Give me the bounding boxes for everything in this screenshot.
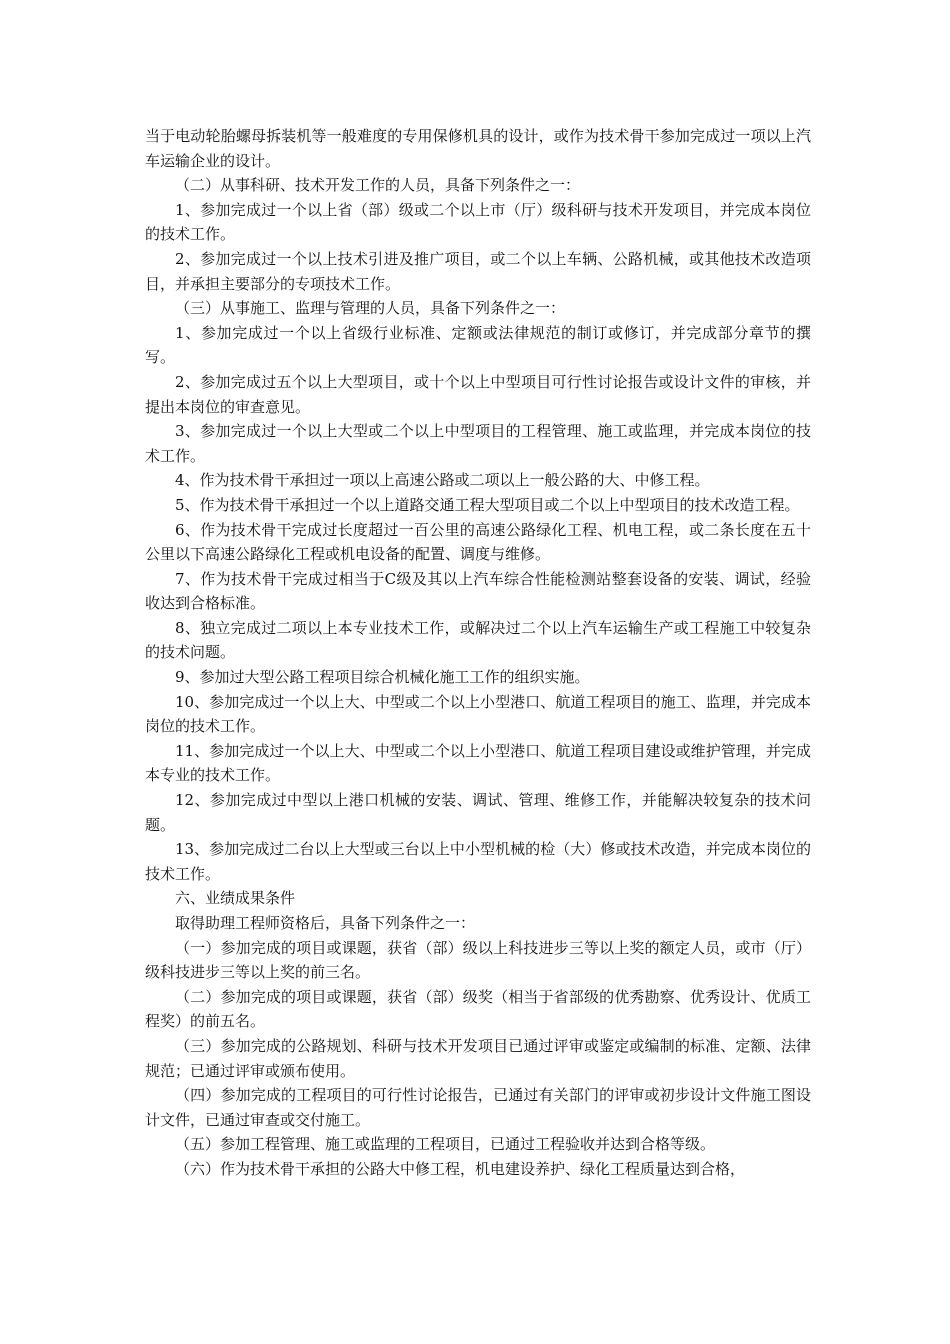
paragraph: 1、参加完成过一个以上省（部）级或二个以上市（厅）级科研与技术开发项目，并完成本岗位的技术工作。 [145, 200, 811, 244]
paragraph: 当于电动轮胎螺母拆装机等一般难度的专用保修机具的设计，或作为技术骨干参加完成过一项以上汽车运输企业的设计。 [145, 127, 811, 170]
paragraph: 2、参加完成过五个以上大型项目，或十个以上中型项目可行性讨论报告或设计文件的审核，并提出本岗位的审查意见。 [145, 372, 811, 416]
paragraph: 2、参加完成过一个以上技术引进及推广项目，或二个以上车辆、公路机械，或其他技术改造项目，并承担主要部分的专项技术工作。 [145, 249, 811, 293]
document-page [145, 124, 811, 1182]
paragraph: 7、作为技术骨干完成过相当于C级及其以上汽车综合性能检测站整套设备的安装、调试，经验收达到合格标准。 [145, 569, 811, 613]
paragraph: 12、参加完成过中型以上港口机械的安装、调试、管理、维修工作，并能解决较复杂的技术问题。 [145, 791, 811, 834]
paragraph: （二）参加完成的项目或课题，获省（部）级奖（相当于省部级的优秀勘察、优秀设计、优质工程奖）的前五名。 [145, 987, 811, 1031]
paragraph: （三）参加完成的公路规划、科研与技术开发项目已通过评审或鉴定或编制的标准、定额、法律规范；已通过评审或颁布使用。 [145, 1036, 811, 1080]
paragraph: （二）从事科研、技术开发工作的人员，具备下列条件之一： [175, 176, 581, 195]
paragraph: （四）参加完成的工程项目的可行性讨论报告，已通过有关部门的评审或初步设计文件施工图设计文件，已通过审查或交付施工。 [145, 1086, 811, 1129]
paragraph: 10、参加完成过一个以上大、中型或二个以上小型港口、航道工程项目的施工、监理，并完成本岗位的技术工作。 [145, 692, 811, 736]
paragraph: （三）从事施工、监理与管理的人员，具备下列条件之一： [175, 299, 566, 318]
paragraph: 1、参加完成过一个以上省级行业标准、定额或法律规范的制订或修订，并完成部分章节的撰写。 [145, 323, 811, 367]
paragraph: 9、参加过大型公路工程项目综合机械化施工工作的组织实施。 [175, 668, 590, 687]
paragraph: 4、作为技术骨干承担过一项以上高速公路或二项以上一般公路的大、中修工程。 [175, 471, 710, 490]
paragraph: 5、作为技术骨干承担过一个以上道路交通工程大型项目或二个以上中型项目的技术改造工程。 [175, 495, 800, 514]
paragraph: （五）参加工程管理、施工或监理的工程项目，已通过工程验收并达到合格等级。 [175, 1135, 716, 1154]
paragraph: （六）作为技术骨干承担的公路大中修工程，机电建设养护、绿化工程质量达到合格， [175, 1159, 746, 1178]
paragraph: 8、独立完成过二项以上本专业技术工作，或解决过二个以上汽车运输生产或工程施工中较复杂的技术问题。 [145, 618, 811, 662]
paragraph: 六、业绩成果条件 [175, 889, 296, 908]
paragraph: 6、作为技术骨干完成过长度超过一百公里的高速公路绿化工程、机电工程，或二条长度在五十公里以下高速公路绿化工程或机电设备的配置、调度与维修。 [145, 520, 811, 564]
paragraph: 13、参加完成过二台以上大型或三台以上中小型机械的检（大）修或技术改造，并完成本岗位的技术工作。 [145, 840, 811, 883]
paragraph: （一）参加完成的项目或课题，获省（部）级以上科技进步三等以上奖的额定人员，或市（厅）级科技进步三等以上奖的前三名。 [145, 938, 811, 982]
paragraph: 取得助理工程师资格后，具备下列条件之一： [175, 914, 476, 932]
paragraph: 11、参加完成过一个以上大、中型或二个以上小型港口、航道工程项目建设或维护管理，并完成本专业的技术工作。 [145, 741, 811, 785]
paragraph: 3、参加完成过一个以上大型或二个以上中型项目的工程管理、施工或监理，并完成本岗位的技术工作。 [145, 422, 811, 465]
